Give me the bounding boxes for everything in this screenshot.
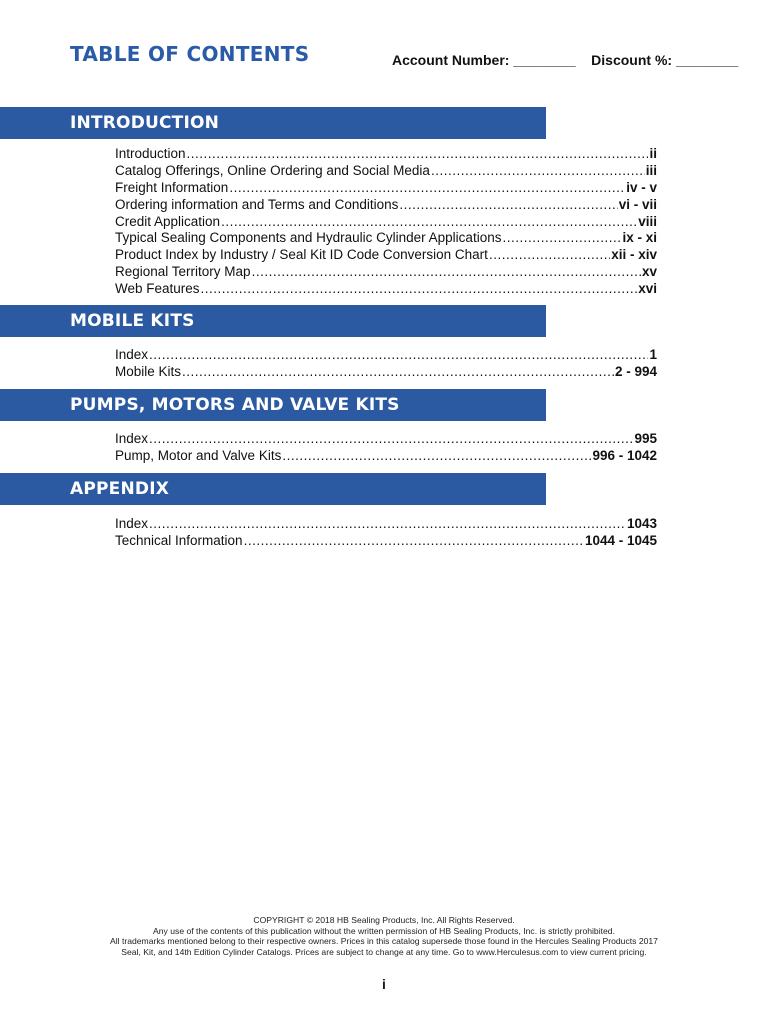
toc-entry[interactable] [115, 347, 657, 364]
toc-entry-label: Credit Application [115, 213, 221, 229]
toc-entry[interactable] [115, 197, 657, 214]
toc-entry[interactable] [115, 230, 657, 247]
toc-entry[interactable] [115, 281, 657, 298]
pumps-motors-valve-entries [115, 431, 657, 465]
toc-entry[interactable] [115, 364, 657, 381]
toc-entry-page: 2 - 994 [614, 363, 657, 379]
dot-leader [399, 197, 617, 214]
toc-entry-label: Index [115, 431, 149, 446]
section-header-introduction: INTRODUCTION [0, 107, 546, 139]
toc-entry-label: Catalog Offerings, Online Ordering and Social Media [115, 162, 430, 178]
toc-entry-label: Freight Information [115, 179, 229, 195]
dot-leader [502, 230, 621, 247]
toc-entry[interactable] [115, 533, 657, 550]
toc-entry-label: Product Index by Industry / Seal Kit ID Code Conversion Chart [115, 247, 488, 263]
mobile-kits-entries [115, 347, 657, 381]
appendix-entries [115, 516, 657, 550]
toc-entry[interactable] [115, 146, 657, 163]
dot-leader [244, 533, 584, 550]
section-header-appendix: APPENDIX [0, 473, 546, 505]
toc-entry[interactable] [115, 163, 657, 180]
dot-leader [182, 364, 614, 381]
toc-entry-page: iv - v [626, 179, 657, 195]
section-header-mobile-kits: MOBILE KITS [0, 305, 546, 337]
dot-leader [201, 281, 638, 298]
dot-leader [431, 163, 645, 180]
dot-leader [187, 146, 649, 163]
toc-entry-label: Ordering information and Terms and Conditions [115, 196, 399, 212]
toc-entry-label: Web Features [115, 281, 200, 297]
footer-line: All trademarks mentioned belong to their respective owners. Prices in this catalog supersede those found in the Hercules Sealing Products 2017 [110, 936, 658, 946]
toc-entry[interactable] [115, 264, 657, 281]
toc-entry[interactable] [115, 516, 657, 533]
copyright-footer [0, 915, 768, 957]
toc-entry-page: 1043 [626, 516, 657, 531]
toc-entry-page: xv [641, 264, 657, 280]
toc-entry-label: Mobile Kits [115, 363, 182, 379]
footer-line: COPYRIGHT © 2018 HB Sealing Products, Inc. All Rights Reserved. [253, 915, 515, 925]
page-title: TABLE OF CONTENTS [70, 42, 310, 66]
toc-entry-label: Index [115, 516, 149, 531]
toc-entry[interactable] [115, 214, 657, 231]
toc-entry[interactable] [115, 448, 657, 465]
toc-entry[interactable] [115, 431, 657, 448]
toc-entry-page: xvi [638, 281, 657, 297]
toc-entry-label: Technical Information [115, 532, 243, 548]
dot-leader [149, 431, 633, 448]
toc-entry-page: xii - xiv [611, 247, 657, 263]
dot-leader [229, 180, 625, 197]
page-number: i [382, 976, 386, 992]
toc-entry-page: 995 [634, 431, 657, 446]
toc-entry-page: 1044 - 1045 [584, 532, 657, 548]
toc-entry-label: Introduction [115, 146, 186, 161]
toc-entry-label: Regional Territory Map [115, 264, 251, 280]
dot-leader [221, 214, 637, 231]
toc-entry-page: viii [638, 213, 657, 229]
toc-entry[interactable] [115, 180, 657, 197]
toc-entry-label: Index [115, 347, 149, 362]
dot-leader [149, 516, 626, 533]
toc-entry-label: Pump, Motor and Valve Kits [115, 447, 282, 463]
toc-entry-page: 1 [649, 347, 657, 362]
toc-entry-page: ix - xi [622, 230, 657, 246]
toc-entry-label: Typical Sealing Components and Hydraulic Cylinder Applications [115, 230, 502, 246]
dot-leader [489, 247, 610, 264]
toc-entry-page: ii [649, 146, 657, 161]
dot-leader [252, 264, 641, 281]
dot-leader [149, 347, 648, 364]
toc-entry-page: vi - vii [618, 196, 657, 212]
dot-leader [282, 448, 591, 465]
footer-line: Seal, Kit, and 14th Edition Cylinder Catalogs. Prices are subject to change at any time. Go to www.Herculesus.com to view current pricing. [121, 946, 647, 957]
introduction-entries [115, 146, 657, 298]
section-header-pumps-motors-valve-kits: PUMPS, MOTORS AND VALVE KITS [0, 389, 546, 421]
toc-entry[interactable] [115, 247, 657, 264]
account-discount-fields: Account Number: ________ Discount %: ________ [392, 52, 739, 68]
toc-entry-page: 996 - 1042 [592, 447, 657, 463]
footer-line: Any use of the contents of this publication without the written permission of HB Sealing Products, Inc. is strictly prohibited. [153, 925, 615, 936]
toc-entry-page: iii [645, 162, 657, 178]
